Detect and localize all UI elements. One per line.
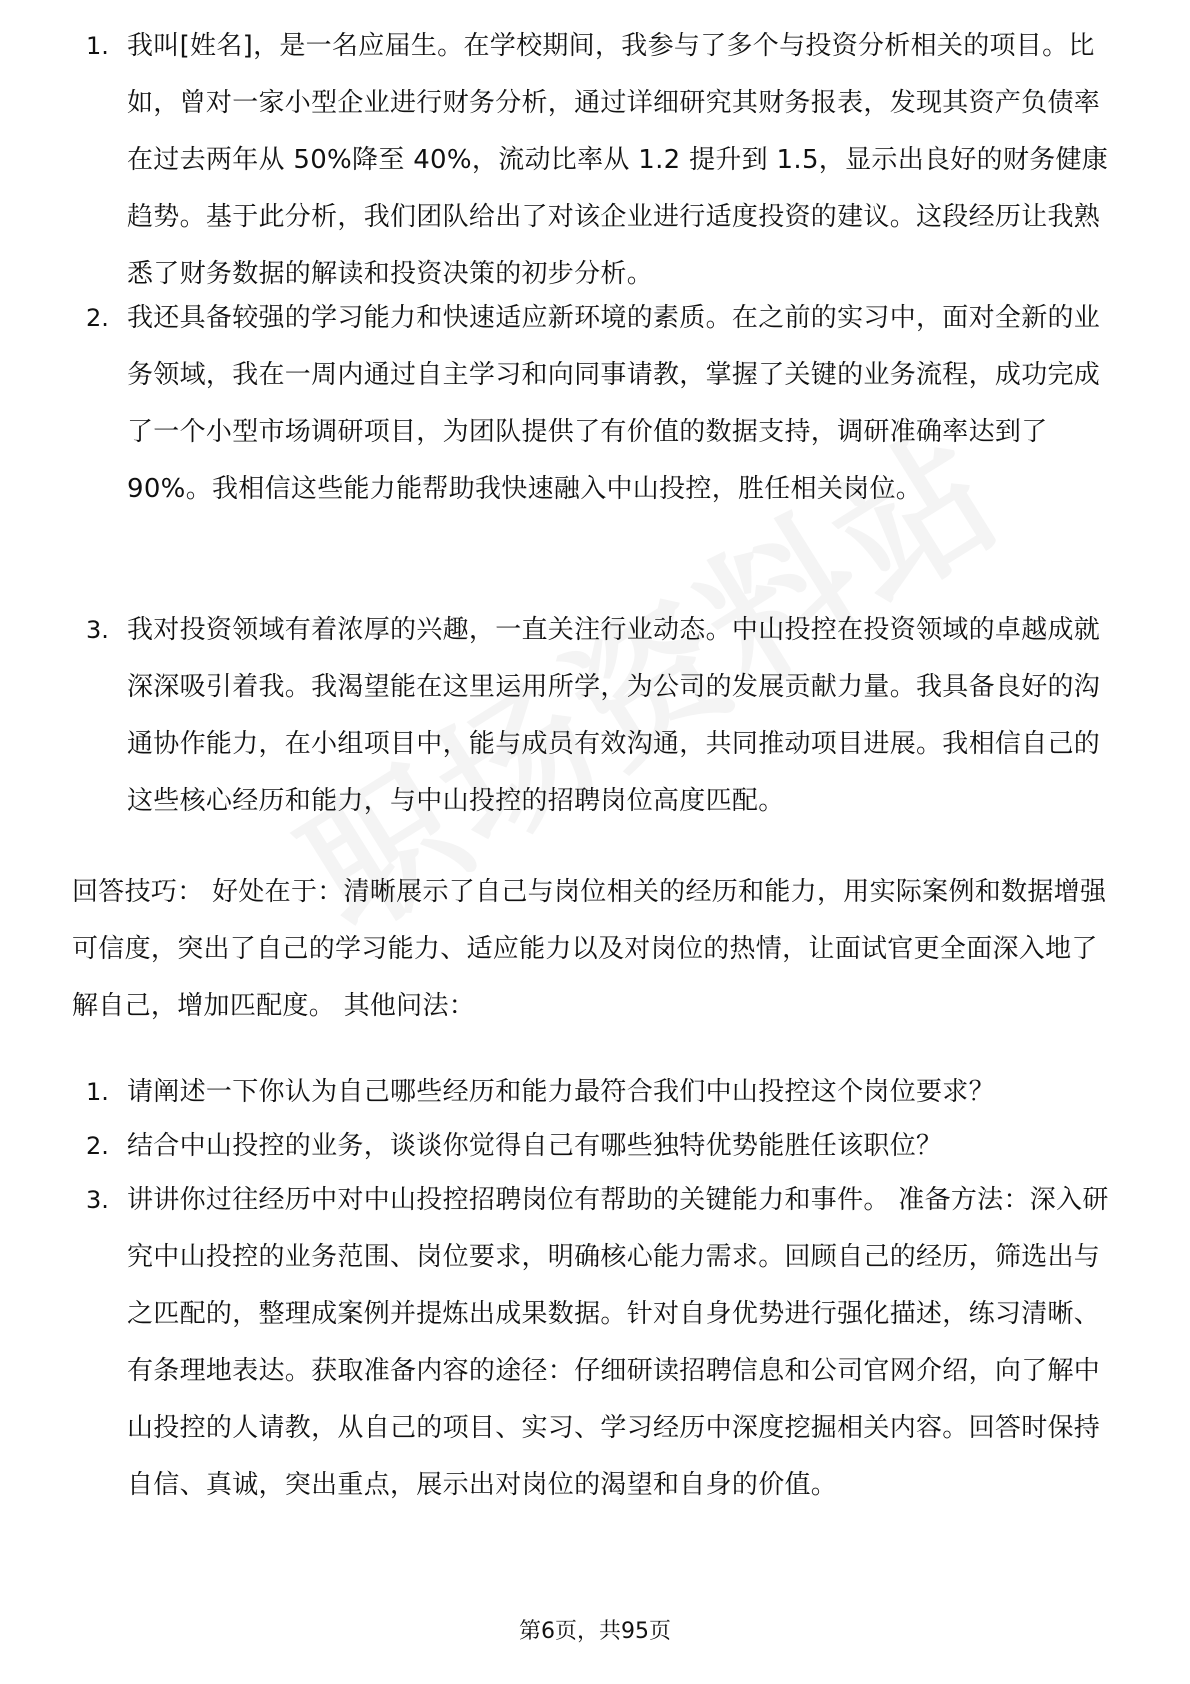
- list-item-text: 请阐述一下你认为自己哪些经历和能力最符合我们中山投控这个岗位要求？: [127, 1077, 995, 1107]
- list-item-number: 2.: [86, 304, 109, 332]
- list-item-number: 3.: [86, 1186, 109, 1214]
- list-item-number: 3.: [86, 616, 109, 644]
- list-item-text: 结合中山投控的业务，谈谈你觉得自己有哪些独特优势能胜任该职位？: [127, 1131, 943, 1161]
- list-item-number: 1.: [86, 1078, 109, 1106]
- list-item-text: 我对投资领域有着浓厚的兴趣，一直关注行业动态。中山投控在投资领域的卓越成就深深吸引着我。我渴望能在这里运用所学，为公司的发展贡献力量。我具备良好的沟通协作能力，在小组项目中，能与成员有效沟通，共同推动项目进展。我相信自己的这些核心经历和能力，与中山投控的招聘岗位高度匹配。: [127, 615, 1101, 816]
- list-item-number: 2.: [86, 1132, 109, 1160]
- list-item-number: 1.: [86, 32, 109, 60]
- page-footer: 第6页，共95页: [519, 1619, 671, 1644]
- list-item-text: 我叫[姓名]，是一名应届生。在学校期间，我参与了多个与投资分析相关的项目。比如，曾对一家小型企业进行财务分析，通过详细研究其财务报表，发现其资产负债率在过去两年从 50%降至 40%，流动比率从 1.2 提升到 1.5，显示出良好的财务健康趋势。基于此分析，我们团队给出了对该企业进行适度投资的建议。这段经历让我熟悉了财务数据的解读和投资决策的初步分析。: [127, 31, 1109, 289]
- list-item-text: 我还具备较强的学习能力和快速适应新环境的素质。在之前的实习中，面对全新的业务领域，我在一周内通过自主学习和向同事请教，掌握了关键的业务流程，成功完成了一个小型市场调研项目，为团队提供了有价值的数据支持，调研准确率达到了 90%。我相信这些能力能帮助我快速融入中山投控，胜任相关岗位。: [127, 303, 1101, 504]
- tips-paragraph: 回答技巧： 好处在于：清晰展示了自己与岗位相关的经历和能力，用实际案例和数据增强可信度，突出了自己的学习能力、适应能力以及对岗位的热情，让面试官更全面深入地了解自己，增加匹配度。 其他问法：: [72, 877, 1107, 1021]
- list-item-text: 讲讲你过往经历中对中山投控招聘岗位有帮助的关键能力和事件。 准备方法：深入研究中山投控的业务范围、岗位要求，明确核心能力需求。回顾自己的经历，筛选出与之匹配的，整理成案例并提炼出成果数据。针对自身优势进行强化描述，练习清晰、有条理地表达。获取准备内容的途径：仔细研读招聘信息和公司官网介绍，向了解中山投控的人请教，从自己的项目、实习、学习经历中深度挖掘相关内容。回答时保持自信、真诚，突出重点，展示出对岗位的渴望和自身的价值。: [127, 1185, 1109, 1500]
